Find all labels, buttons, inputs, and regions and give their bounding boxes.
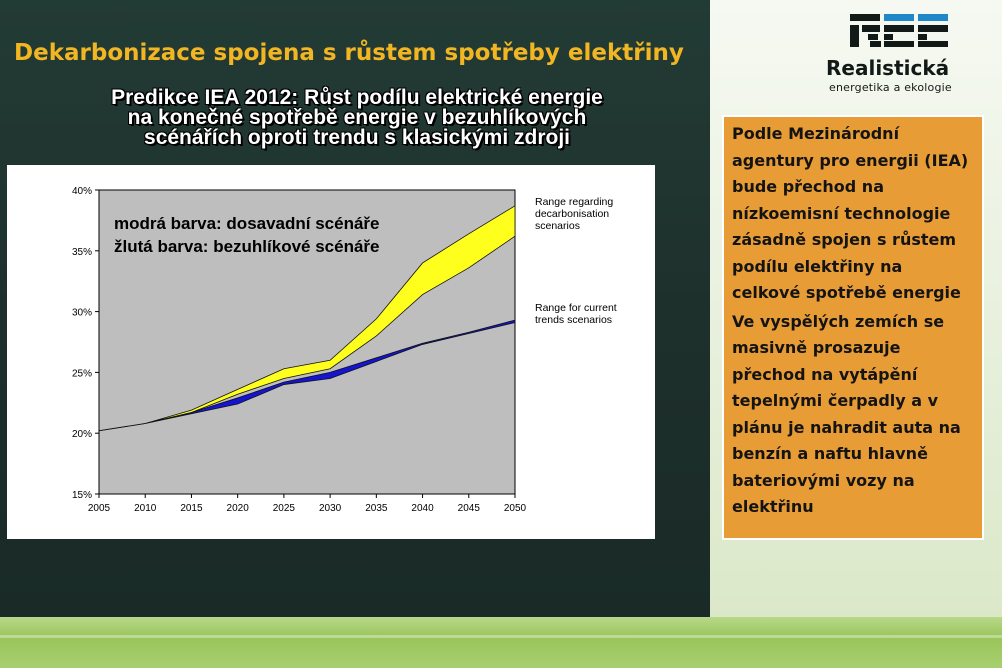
logo-name: Realistická (826, 56, 950, 80)
electricity-share-chart (7, 165, 655, 539)
chart-annotation-1: modrá barva: dosavadní scénáře (114, 214, 380, 233)
info-box (722, 115, 984, 540)
x-tick-label: 2050 (503, 503, 527, 514)
bottom-decor-strip (0, 617, 1002, 668)
series-label-2: trends scenarios (535, 314, 613, 326)
x-tick-label: 2005 (87, 503, 111, 514)
chart-card (7, 165, 655, 539)
plot-area (99, 190, 515, 494)
info-paragraph-1: Podle Mezinárodní agentury pro energii (IEA) bude přechod na nízkoemisní technologie zásadně spojen s růstem podílu elektřiny na celkové spotřebě energie (732, 124, 969, 302)
y-tick-label: 35% (71, 246, 92, 258)
info-paragraph-2: Ve vyspělých zemích se masivně prosazuje přechod na vytápění tepelnými čerpadly a v plánu je nahradit auta na benzín a naftu hlavně bateriovými vozy na elektřinu (732, 311, 961, 516)
subtitle-line-1: Predikce IEA 2012: Růst podílu elektrické energie (111, 86, 603, 109)
x-tick-label: 2020 (226, 503, 249, 514)
x-tick-label: 2040 (411, 503, 434, 514)
logo-subtitle: energetika a ekologie (829, 81, 952, 94)
x-tick-label: 2010 (134, 503, 157, 514)
chart-annotation-2: žlutá barva: bezuhlíkové scénáře (114, 237, 380, 256)
x-tick-label: 2025 (272, 503, 296, 514)
series-label-2: Range for current (535, 302, 617, 314)
series-label-1: scenarios (535, 220, 580, 232)
x-tick-label: 2015 (180, 503, 203, 514)
slide-subtitle (4, 88, 710, 148)
series-label-1: Range regarding (535, 196, 614, 208)
x-tick-label: 2030 (318, 503, 342, 514)
x-tick-label: 2045 (457, 503, 480, 514)
ree-logo-icon (812, 12, 972, 57)
y-tick-label: 25% (71, 368, 92, 380)
y-tick-label: 15% (71, 490, 92, 501)
slide-title: Dekarbonizace spojena s růstem spotřeby elektřiny (14, 40, 684, 66)
y-tick-label: 20% (71, 429, 92, 441)
x-tick-label: 2035 (365, 503, 388, 514)
series-label-1: decarbonisation (535, 208, 610, 220)
y-tick-label: 40% (71, 186, 92, 197)
y-tick-label: 30% (71, 307, 92, 319)
subtitle-line-2: na konečné spotřebě energie v bezuhlíkových (127, 106, 587, 129)
subtitle-line-3: scénářích oproti trendu s klasickými zdroji (144, 126, 570, 149)
